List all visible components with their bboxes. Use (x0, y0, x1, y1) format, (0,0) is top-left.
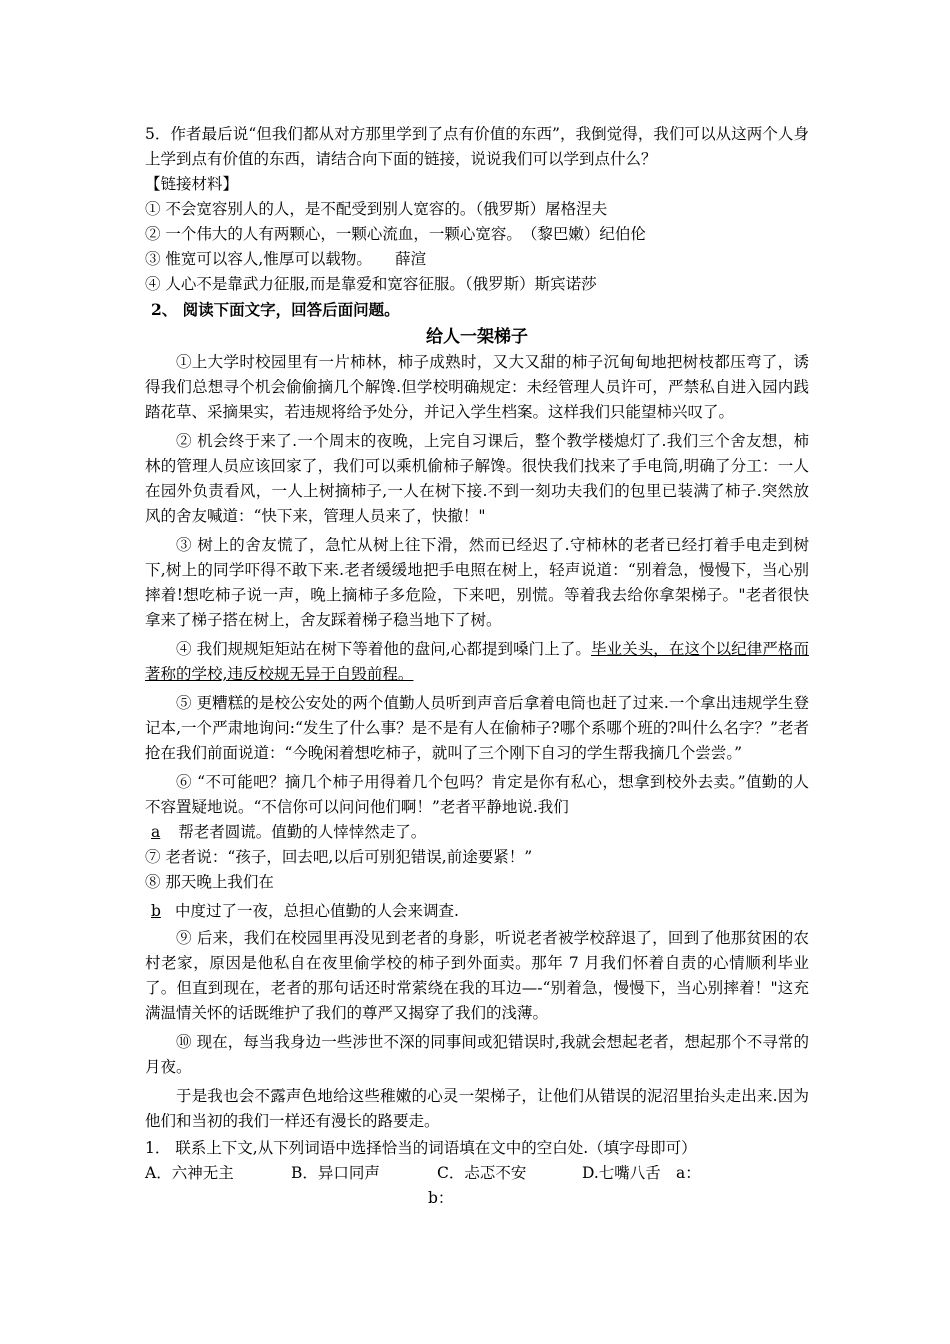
link-item-3: ③ 惟宽可以容人,惟厚可以载物。 薛渲 (145, 250, 427, 268)
document-page (145, 122, 809, 1211)
paragraph-6-continued (145, 820, 809, 845)
underlined-sentence: 毕业关头，在这个以纪律严格而著称的学校,违反校规无异于自毁前程。 (145, 640, 809, 683)
paragraph-9: ⑨ 后来，我们在校园里再没见到老者的身影，听说老者被学校辞退了，回到了他那贫困的农村老家，原因是他私自在夜里偷学校的柿子到外面卖。那年 7 月我们怀着自责的心情顺利毕业了。但直到现在，老者的那句话还时常萦绕在我的耳边—-“别着急，慢慢下，当心别摔着！"这充满温情关怀的话既维护了我们的尊严又揭穿了我们的浅薄。 (145, 929, 809, 1022)
link-material-header: 【链接材料】 (145, 175, 239, 193)
link-item-2: ② 一个伟大的人有两颗心，一颗心流血，一颗心宽容。 （黎巴嫩）纪伯伦 (145, 225, 646, 243)
paragraph-3: ③ 树上的舍友慌了，急忙从树上往下滑，然而已经迟了.守柿林的老者已经打着手电走到树下,树上的同学吓得不敢下来.老者缓缓地把手电照在树上，轻声说道：“别着急，慢慢下，当心别摔着!想吃柿子说一声，晚上摘柿子多危险，下来吧，别慌。等着我去给你拿架梯子。"老者很快拿来了梯子搭在树上，舍友踩着梯子稳当地下了树。 (145, 536, 809, 629)
section-2-heading: 2、 阅读下面文字，回答后面问题。 (151, 300, 400, 319)
question-1-options (145, 1161, 809, 1186)
article-title: 给人一架梯子 (426, 327, 528, 347)
paragraph-8: ⑧ 那天晚上我们在 (145, 873, 274, 891)
option-c: C．忐忑不安 (437, 1164, 527, 1182)
option-a: A．六神无主 (145, 1164, 234, 1182)
option-b: B．异口同声 (291, 1164, 380, 1182)
blank-a: a (151, 823, 161, 841)
paragraph-6-tail: 帮老者圆谎。值勤的人悻悻然走了。 (178, 823, 427, 841)
question-1: 1． 联系上下文,从下列词语中选择恰当的词语填在文中的空白处.（填字母即可） (145, 1139, 697, 1157)
paragraph-4-text: ④ 我们规规矩矩站在树下等着他的盘问,心都提到嗓门上了。 (176, 640, 591, 658)
question-5: 5．作者最后说“但我们都从对方那里学到了点有价值的东西”，我倒觉得，我们可以从这两个人身上学到点有价值的东西，请结合向下面的链接，说说我们可以学到点什么？ (145, 125, 809, 168)
paragraph-8-tail: 中度过了一夜，总担心值勤的人会来调查. (174, 902, 459, 920)
blank-b: b (151, 902, 161, 920)
paragraph-6: ⑥ “不可能吧？摘几个柿子用得着几个包吗？肯定是你有私心，想拿到校外去卖。”值勤的人不容置疑地说。“不信你可以问问他们啊！”老者平静地说.我们 (145, 773, 809, 816)
option-d: D.七嘴八舌 (582, 1164, 661, 1182)
paragraph-11: 于是我也会不露声色地给这些稚嫩的心灵一架梯子，让他们从错误的泥沼里抬头走出来.因为他们和当初的我们一样还有漫长的路要走。 (145, 1087, 809, 1130)
paragraph-10: ⑩ 现在，每当我身边一些涉世不深的同事间或犯错误时,我就会想起老者，想起那个不寻常的月夜。 (145, 1033, 809, 1076)
paragraph-1: ①上大学时校园里有一片柿林，柿子成熟时，又大又甜的柿子沉甸甸地把树枝都压弯了，诱得我们总想寻个机会偷偷摘几个解馋.但学校明确规定：未经管理人员许可，严禁私自进入园内践踏花草、采摘果实，若违规将给予处分，并记入学生档案。这样我们只能望柿兴叹了。 (145, 353, 809, 421)
answer-a-label: a： (676, 1164, 701, 1182)
link-item-4: ④ 人心不是靠武力征服,而是靠爱和宽容征服。（俄罗斯）斯宾诺莎 (145, 275, 597, 293)
link-item-1: ① 不会宽容别人的人，是不配受到别人宽容的。（俄罗斯）屠格涅夫 (145, 200, 608, 218)
paragraph-8-continued (145, 899, 809, 924)
paragraph-4 (145, 637, 809, 687)
paragraph-5: ⑤ 更糟糕的是校公安处的两个值勤人员听到声音后拿着电筒也赶了过来.一个拿出违规学生登记本,一个严肃地询问:“发生了什么事？是不是有人在偷柿子?哪个系哪个班的?叫什么名字？”老者抢在我们前面说道：“今晚闲着想吃柿子，就叫了三个刚下自习的学生帮我摘几个尝尝。” (145, 694, 809, 762)
paragraph-7: ⑦ 老者说：“孩子，回去吧,以后可别犯错误,前途要紧！” (145, 848, 533, 866)
answer-b-label: b： (428, 1189, 454, 1207)
paragraph-2: ② 机会终于来了.一个周末的夜晚，上完自习课后，整个教学楼熄灯了.我们三个舍友想，柿林的管理人员应该回家了，我们可以乘机偷柿子解馋。很快我们找来了手电筒,明确了分工：一人在园外负责看风，一人上树摘柿子,一人在树下接.不到一刻功夫我们的包里已装满了柿子.突然放风的舍友喊道：“快下来，管理人员来了，快撤！" (145, 432, 809, 525)
